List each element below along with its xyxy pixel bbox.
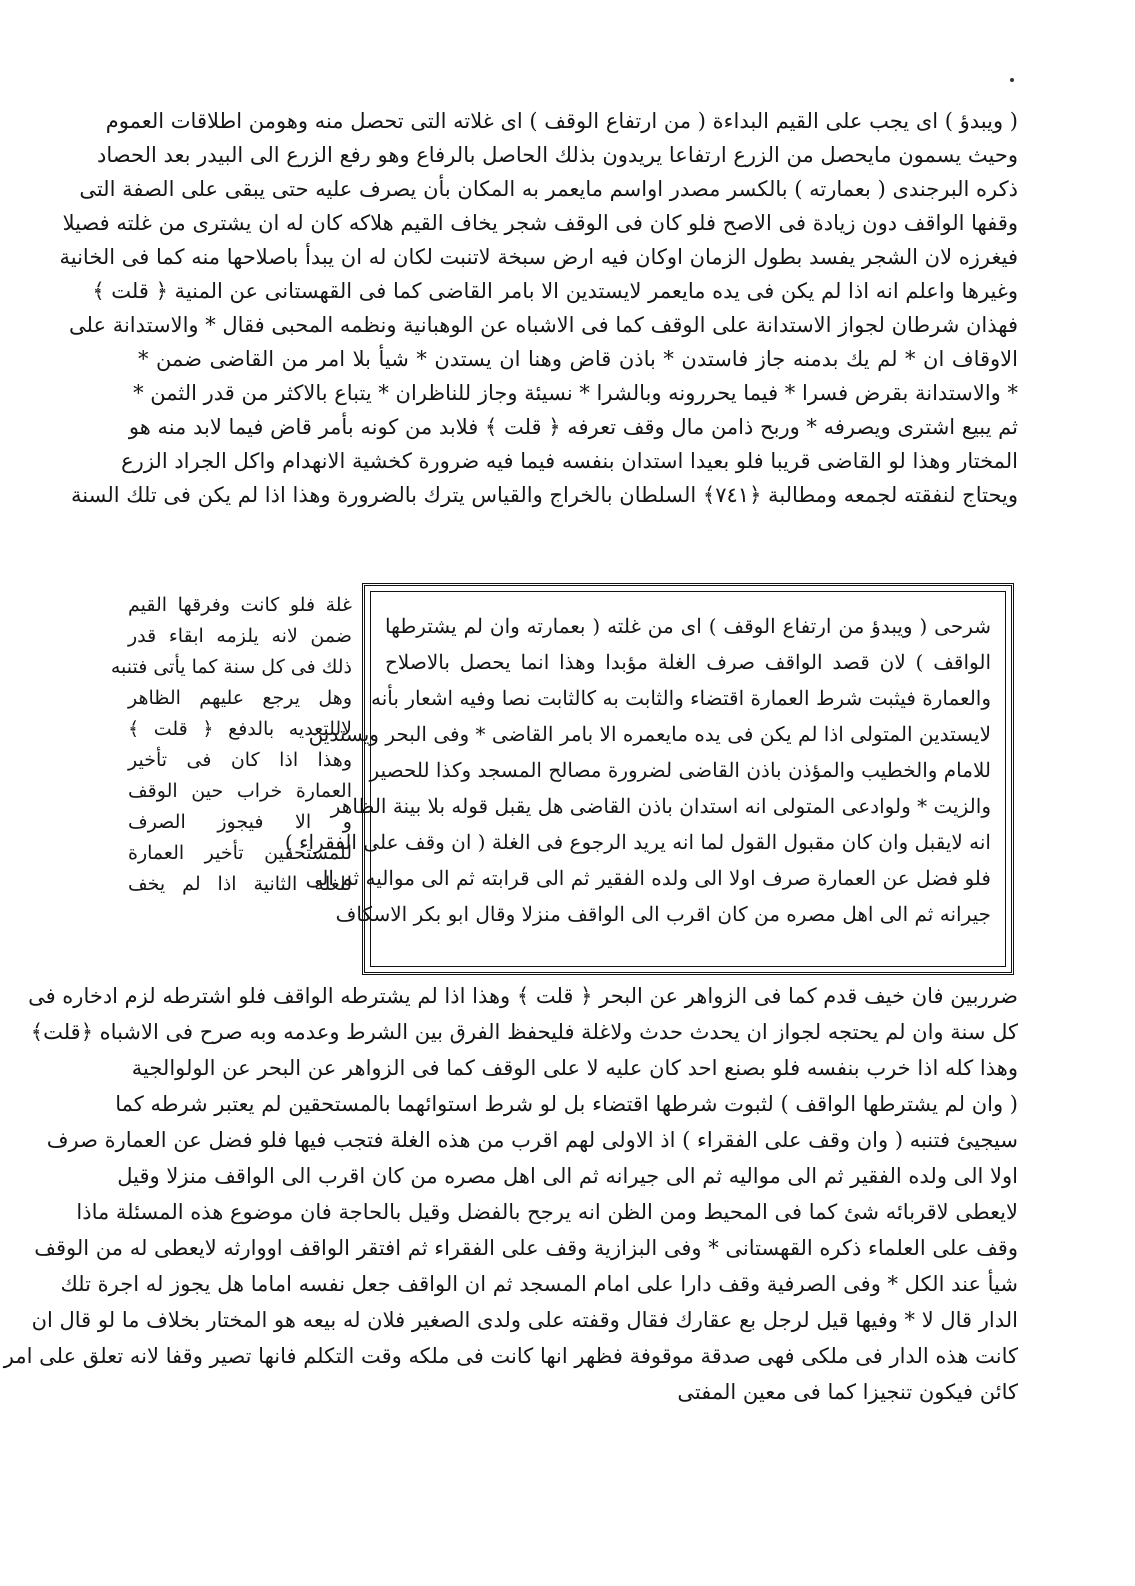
text-line: كل سنة وان لم يحتجه لجواز ان يحدث حدث ولاغلة فليحفظ الفرق بين الشرط وعدمه وبه صرح فى الاشباه ﴿قلت﴾ (30, 1020, 1018, 1044)
text-line: فيغرزه لان الشجر يفسد بطول الزمان اوكان فيه ارض سبخة لاتنبت لكان له ان يبدأ باصلاحها منه كما فى الخانية (59, 245, 1018, 269)
margin-dot (1010, 78, 1014, 82)
main-text-line: شرحى ( ويبدؤ من ارتفاع الوقف ) اى من غلته ( بعمارته وان لم يشترطها (385, 614, 991, 638)
text-line: * والاستدانة بقرض فسرا * فيما يحررونه وبالشرا * نسيئة وجاز للناظران * يتباع بالاكثر من قدر الثمن * (133, 381, 1018, 405)
main-text-line: انه لايقبل وان كان مقبول القول لما انه يريد الرجوع فى الغلة ( ان وقف على الفقراء ) (284, 830, 991, 854)
side-text-line: للغلة الثانية اذا لم يخف (128, 873, 352, 895)
text-line: المختار وهذا لو القاضى قريبا فلو بعيدا استدان بنفسه فيما فيه ضرورة كخشية الانهدام واكل الجراد الزرع (121, 449, 1018, 473)
main-text-line: للامام والخطيب والمؤذن باذن القاضى لضرورة مصالح المسجد وكذا للحصير (369, 758, 991, 782)
main-text-line: الواقف ) لان قصد الواقف صرف الغلة مؤبدا وهذا انما يحصل بالاصلاح (385, 650, 991, 674)
text-line: اولا الى ولده الفقير ثم الى مواليه ثم الى جيرانه ثم الى اهل مصره من كان اقرب الى الواقف منزلا وقيل (117, 1164, 1018, 1188)
text-line: ( وان لم يشترطها الواقف ) لثبوت شرطها اقتضاء بل لو شرط استوائهما بالمستحقين لم يعتبر شرطه كما (115, 1092, 1018, 1116)
side-text-line: ذلك فى كل سنة كما يأتى فتنبه (110, 656, 352, 678)
text-line: فهذان شرطان لجواز الاستدانة على الوقف كما فى الاشباه عن الوهبانية ونظمه المحبى فقال * والاستدانة على (69, 313, 1018, 337)
side-text-line: العمارة خراب حين الوقف (128, 780, 352, 802)
text-line: ويحتاج لنفقته لجمعه ومطالبة ﴿٧٤١﴾ السلطان بالخراج والقياس يترك بالضرورة وهذا اذا لم يكن فى تلك السنة (71, 483, 1018, 507)
main-text-line: والزيت * ولوادعى المتولى انه استدان باذن القاضى هل يقبل قوله بلا بينة الظاهر (330, 794, 991, 818)
text-line: سيجيئ فتنبه ( وان وقف على الفقراء ) اذ الاولى لهم اقرب من هذه الغلة فتجب فيها فلو فضل عن العمارة صرف (46, 1128, 1018, 1152)
side-text-line: للمستحقين تأخير العمارة (128, 842, 352, 864)
main-text-line: والعمارة فيثبت شرط العمارة اقتضاء والثابت به كالثابت نصا وفيه اشعار بأنه (371, 686, 991, 710)
side-text-line: وهل يرجع عليهم الظاهر (128, 687, 352, 709)
text-line: كانت هذه الدار فى ملكى فهى صدقة موقوفة فظهر انها كانت فى ملكه وقت التكلم فانها تصير وقفا لانه تعلق على امر (3, 1344, 1018, 1368)
text-line: وحيث يسمون مايحصل من الزرع ارتفاعا يريدون بذلك الحاصل بالرفاع وهو رفع الزرع الى البيدر بعد الحصاد (97, 143, 1018, 167)
side-text-line: وهذا اذا كان فى تأخير (128, 749, 352, 771)
text-line: ذكره البرجندى ( بعمارته ) بالكسر مصدر اواسم مايعمر به المكان بأن يصرف عليه حتى يبقى على الصفة التى (79, 177, 1018, 201)
text-line: ثم يبيع اشترى ويصرفه * وربح ذامن مال وقف تعرفه ﴿ قلت ﴾ فلابد من كونه بأمر قاض فيما لابد منه هو (128, 415, 1018, 439)
text-line: شيأ عند الكل * وفى الصرفية وقف دارا على امام المسجد ثم ان الواقف جعل نفسه اماما هل يجوز له اجرة تلك (60, 1272, 1018, 1296)
text-line: كائن فيكون تنجيزا كما فى معين المفتى (677, 1380, 1018, 1404)
side-text-line: لاللتعديه بالدفع ﴿ قلت ﴾ (128, 718, 352, 740)
main-text-frame (284, 583, 1014, 975)
text-line: وقفها الواقف دون زيادة فى الاصح فلو كان فى الوقف شجر يخاف القيم هلاكه كان له ان يشترى من غلته فصيلا (62, 211, 1018, 235)
side-text-line: غلة فلو كانت وفرقها القيم (128, 594, 352, 616)
text-line: الاوقاف ان * لم يك بدمنه جاز فاستدن * باذن قاض وهنا ان يستدن * شيأ بلا امر من القاضى ضمن * (138, 347, 1018, 371)
text-line: ( ويبدؤ ) اى يجب على القيم البداءة ( من ارتفاع الوقف ) اى غلاته التى تحصل منه وهومن اطلاقات العموم (105, 109, 1018, 133)
main-text-line: جيرانه ثم الى اهل مصره من كان اقرب الى الواقف منزلا وقال ابو بكر الاسكاف (335, 902, 991, 926)
main-text-line: لايستدين المتولى اذا لم يكن فى يده مايعمره الا بامر القاضى * وفى البحر ويستدين (308, 722, 991, 746)
text-line: وغيرها واعلم انه اذا لم يكن فى يده مايعمر لايستدين الا بامر القاضى كما فى القهستانى عن المنية ﴿ قلت ﴾ (92, 279, 1018, 303)
text-line: الدار قال لا * وفيها قيل لرجل بع عقارك فقال وقفته على ولدى الصغير فلان له بيعه هو المختار بخلاف ما لو قال ان (31, 1308, 1018, 1332)
main-text-line: فلو فضل عن العمارة صرف اولا الى ولده الفقير ثم الى قرابته ثم الى مواليه ثم الى (305, 866, 991, 890)
text-line: وقف على العلماء ذكره القهستانى * وفى البزازية وقف على الفقراء ثم افتقر الواقف اووارثه لايعطى له من الوقف (34, 1236, 1018, 1260)
main-text-frame-inner (284, 591, 1006, 967)
text-line: ضرربين فان خيف قدم كما فى الزواهر عن البحر ﴿ قلت ﴾ وهذا اذا لم يشترطه الواقف فلو اشترطه لزم ادخاره فى (28, 984, 1018, 1008)
text-line: لايعطى لاقربائه شئ كما فى المحيط ومن الظن انه يرجح بالفضل وقيل بالحاجة فان موضوع هذه المسئلة ماذا (76, 1200, 1018, 1224)
side-text-line: و الا فيجوز الصرف (128, 811, 352, 833)
text-line: وهذا كله اذا خرب بنفسه فلو بصنع احد كان عليه لا على الوقف كما فى الزواهر عن البحر عن الولوالجية (131, 1056, 1018, 1080)
side-text-line: ضمن لانه يلزمه ابقاء قدر (128, 625, 352, 647)
